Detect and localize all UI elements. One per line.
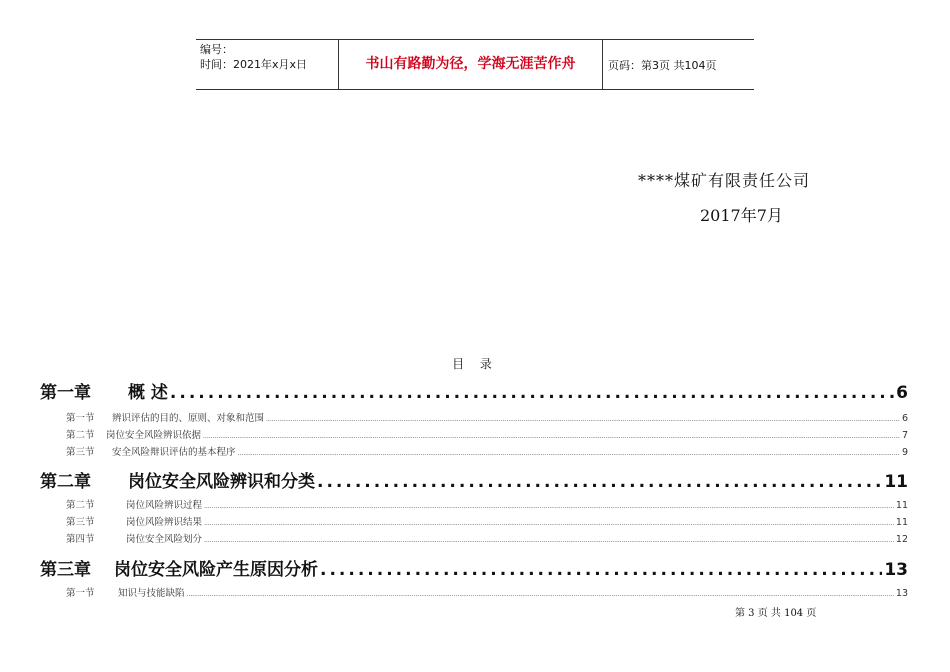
toc-chapter-1[interactable] bbox=[40, 378, 908, 403]
toc-page-number: 11 bbox=[895, 500, 908, 511]
toc-section-label: 第三节 bbox=[66, 447, 95, 458]
toc-leader-dots bbox=[238, 447, 900, 458]
header-number-label: 编号： bbox=[200, 43, 233, 56]
toc-page-number: 6 bbox=[901, 413, 908, 424]
toc-section-label: 第一节 bbox=[66, 413, 95, 424]
toc-leader-dots bbox=[187, 588, 894, 599]
toc-section-2-1[interactable] bbox=[66, 497, 908, 511]
toc-chapter-title: 岗位安全风险产生原因分析 bbox=[114, 560, 318, 580]
toc-leader-dots bbox=[317, 472, 882, 492]
toc-leader-dots bbox=[170, 383, 894, 403]
toc-section-label: 第四节 bbox=[66, 534, 95, 545]
toc-chapter-label: 第一章 bbox=[40, 383, 91, 403]
toc-page-number: 6 bbox=[896, 383, 908, 403]
toc-section-label: 第二节 bbox=[66, 500, 95, 511]
header-meta bbox=[200, 42, 307, 72]
toc-section-title: 岗位安全风险辨识依据 bbox=[106, 430, 202, 441]
toc-leader-dots bbox=[204, 517, 894, 528]
toc-page-number: 11 bbox=[884, 472, 908, 492]
toc-section-title: 岗位安全风险划分 bbox=[126, 534, 203, 545]
toc-chapter-3[interactable] bbox=[40, 555, 908, 580]
toc-section-title: 安全风险辩识评估的基本程序 bbox=[112, 447, 236, 458]
toc-page-number: 7 bbox=[901, 430, 908, 441]
page-header bbox=[196, 39, 754, 90]
toc-section-1-1[interactable] bbox=[66, 410, 908, 424]
toc-section-label: 第一节 bbox=[66, 588, 95, 599]
document-date: 2017年7月 bbox=[700, 206, 783, 225]
toc-page-number: 12 bbox=[895, 534, 908, 545]
toc-section-2-3[interactable] bbox=[66, 531, 908, 545]
header-time-label: 时间：2021年x月x日 bbox=[200, 58, 308, 71]
toc-section-title: 知识与技能缺陷 bbox=[118, 588, 185, 599]
toc-section-title: 辨识评估的目的、原则、对象和范围 bbox=[112, 413, 265, 424]
toc-section-title: 岗位风险辨识结果 bbox=[126, 517, 203, 528]
toc-chapter-title: 岗位安全风险辨识和分类 bbox=[128, 472, 315, 492]
toc-leader-dots bbox=[204, 534, 894, 545]
toc-section-3-1[interactable] bbox=[66, 585, 908, 599]
toc-section-2-2[interactable] bbox=[66, 514, 908, 528]
header-page-info: 页码：第3页 共104页 bbox=[608, 59, 717, 72]
toc-chapter-label: 第三章 bbox=[40, 560, 91, 580]
toc-section-label: 第三节 bbox=[66, 517, 95, 528]
header-divider bbox=[602, 40, 603, 89]
toc-leader-dots bbox=[320, 560, 882, 580]
toc-chapter-title: 概 述 bbox=[128, 383, 168, 403]
toc-section-title: 岗位风险辨识过程 bbox=[126, 500, 203, 511]
toc-page-number: 13 bbox=[884, 560, 908, 580]
toc-page-number: 13 bbox=[895, 588, 908, 599]
toc-title: 目 录 bbox=[452, 357, 498, 371]
toc-section-1-3[interactable] bbox=[66, 444, 908, 458]
page-footer: 第 3 页 共 104 页 bbox=[735, 608, 817, 619]
company-name: ****煤矿有限责任公司 bbox=[638, 171, 811, 190]
toc-chapter-label: 第二章 bbox=[40, 472, 91, 492]
toc-section-label: 第二节 bbox=[66, 430, 95, 441]
toc-leader-dots bbox=[203, 430, 900, 441]
toc-section-1-2[interactable] bbox=[66, 427, 908, 441]
toc-leader-dots bbox=[204, 500, 894, 511]
toc-leader-dots bbox=[266, 413, 900, 424]
toc-page-number: 9 bbox=[901, 447, 908, 458]
header-motto: 书山有路勤为径，学海无涯苦作舟 bbox=[365, 56, 576, 72]
toc-chapter-2[interactable] bbox=[40, 467, 908, 492]
toc-page-number: 11 bbox=[895, 517, 908, 528]
